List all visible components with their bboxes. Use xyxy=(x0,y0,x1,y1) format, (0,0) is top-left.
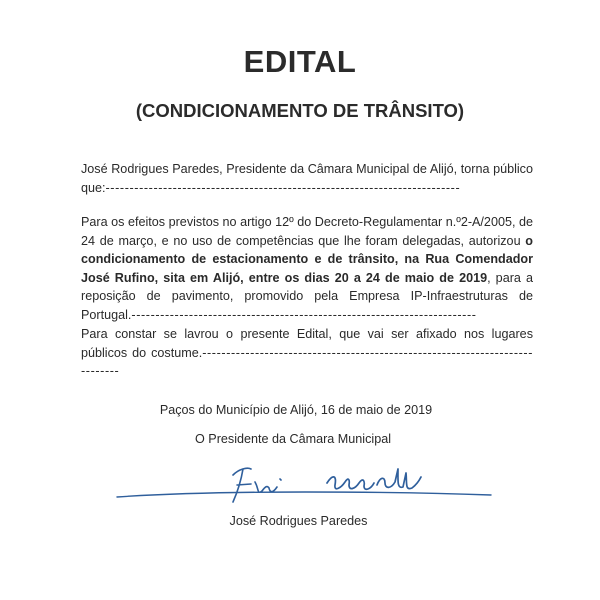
signatory-role: O Presidente da Câmara Municipal xyxy=(195,432,391,446)
place-date: Paços do Município de Alijó, 16 de maio de 2019 xyxy=(159,403,433,417)
document-title: EDITAL xyxy=(243,44,357,79)
paragraph-authorization-text-a: Para os efeitos previstos no artigo 12º do Decreto-Regulamentar n.º2-A/2005, de 24 de março, e no uso de competências que lhe foram delegadas, autorizou xyxy=(81,215,533,248)
paragraph-intro-text: José Rodrigues Paredes, Presidente da Câmara Municipal de Alijó, torna público que: xyxy=(81,162,533,195)
signatory-name: José Rodrigues Paredes xyxy=(229,514,368,528)
handwritten-signature xyxy=(115,455,495,515)
paragraph-authorization xyxy=(81,213,533,324)
paragraph-authorization-text-b: , para a reposição de pavimento, promovido pela Empresa IP-Infraestruturas de Portugal. xyxy=(81,270,533,322)
signature-baseline-stroke xyxy=(117,492,491,497)
paragraph-posting-text: Para constar se lavrou o presente Edital, que vai ser afixado nos lugares públicos do costume. xyxy=(81,327,533,360)
signature-first-name-stroke xyxy=(233,468,281,502)
paragraph-intro-dashes: -------------------------------------------------------------------------- xyxy=(105,180,461,195)
document-subtitle: (CONDICIONAMENTO DE TRÂNSITO) xyxy=(135,100,465,121)
paragraph-posting xyxy=(81,325,533,381)
paragraph-authorization-bold: o condicionamento de estacionamento e de trânsito, na Rua Comendador José Rufino, sita em Alijó, entre os dias 20 a 24 de maio de 2019 xyxy=(81,233,533,285)
paragraph-authorization-dashes: ------------------------------------------------------------------------ xyxy=(131,307,477,322)
paragraph-intro xyxy=(81,160,533,197)
signature-surname-stroke xyxy=(327,469,421,489)
paragraph-posting-dashes: ----------------------------------------------------------------------------- xyxy=(81,345,533,378)
